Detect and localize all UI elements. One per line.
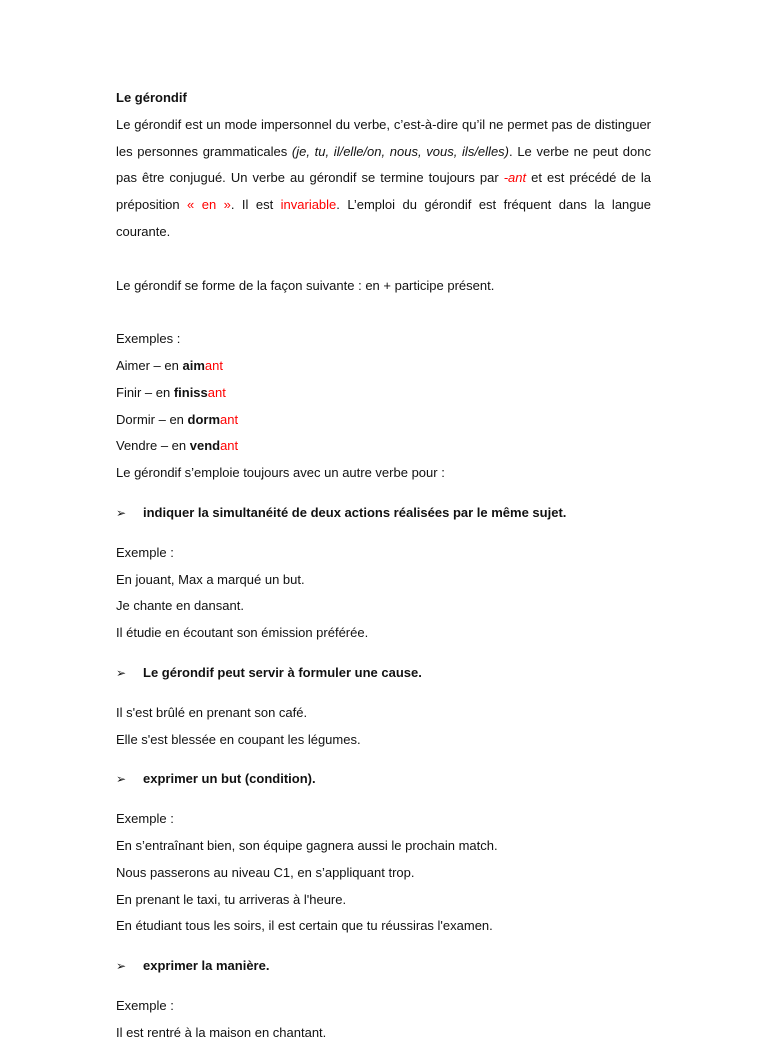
intro-text-5: . L’emploi du gérondif est fréquent dans la langue courante. <box>116 197 651 239</box>
document-page <box>116 85 651 1047</box>
examples-label: Exemples : <box>116 331 181 347</box>
example-label: Exemple : <box>116 811 174 827</box>
spacer <box>116 299 651 326</box>
bullet-heading-text: indiquer la simultanéité de deux actions réalisées par le même sujet. <box>143 504 567 520</box>
persons-list: (je, tu, il/elle/on, nous, vous, ils/elles) <box>291 143 510 159</box>
invariable-word: invariable <box>280 197 337 213</box>
example-sentence: En s’entraînant bien, son équipe gagnera aussi le prochain match. <box>116 837 498 853</box>
example-sentence: Je chante en dansant. <box>116 598 244 614</box>
example-sentence: Elle s'est blessée en coupant les légumes. <box>116 731 361 747</box>
conjugation-row <box>116 407 651 434</box>
conjugation-ending: ant <box>220 438 239 454</box>
document-title: Le gérondif <box>116 90 187 105</box>
conjugation-stem: vend <box>189 438 221 454</box>
bullet-heading-text: Le gérondif peut servir à formuler une cause. <box>143 664 422 680</box>
suffix-ant: -ant <box>503 170 527 186</box>
spacer <box>116 246 651 273</box>
bullet-heading-text: exprimer un but (condition). <box>143 771 316 787</box>
conjugation-list <box>116 353 651 460</box>
formation-rule: Le gérondif se forme de la façon suivante : en + participe présent. <box>116 277 495 293</box>
bullet-heading <box>116 766 651 793</box>
conjugation-infinitive: Finir – en <box>116 384 174 400</box>
usage-intro: Le gérondif s’emploie toujours avec un autre verbe pour : <box>116 465 445 481</box>
bullet-heading <box>116 500 651 527</box>
example-sentence: Il étudie en écoutant son émission préférée. <box>116 625 369 641</box>
example-label: Exemple : <box>116 544 174 560</box>
intro-text-4: . Il est <box>230 197 281 213</box>
conjugation-row <box>116 380 651 407</box>
example-sentence: En prenant le taxi, tu arriveras à l'heure. <box>116 891 347 907</box>
example-sentence: En jouant, Max a marqué un but. <box>116 571 305 587</box>
arrow-bullet-icon: ➢ <box>116 959 127 974</box>
arrow-bullet-icon: ➢ <box>116 772 127 787</box>
conjugation-row <box>116 353 651 380</box>
example-sentence: En étudiant tous les soirs, il est certain que tu réussiras l'examen. <box>116 918 493 934</box>
preposition-en: « en » <box>187 197 231 213</box>
example-sentence: Il s'est brûlé en prenant son café. <box>116 704 308 720</box>
intro-text-3: et est précédé de la préposition <box>116 170 651 213</box>
bullet-heading-text: exprimer la manière. <box>143 958 270 974</box>
conjugation-stem: aim <box>182 357 205 373</box>
example-sentence: Nous passerons au niveau C1, en s’appliquant trop. <box>116 864 415 880</box>
conjugation-stem: finiss <box>173 384 208 400</box>
conjugation-infinitive: Aimer – en <box>116 357 183 373</box>
intro-text-2: . Le verbe ne peut donc pas être conjugué. Un verbe au gérondif se termine toujours par <box>116 143 651 186</box>
arrow-bullet-icon: ➢ <box>116 665 127 680</box>
conjugation-stem: dorm <box>187 411 221 427</box>
conjugation-infinitive: Vendre – en <box>116 438 190 454</box>
conjugation-ending: ant <box>220 411 239 427</box>
intro-text-1: Le gérondif est un mode impersonnel du verbe, c’est-à-dire qu’il ne permet pas de distinguer les personnes grammaticales <box>116 116 651 159</box>
conjugation-ending: ant <box>207 384 226 400</box>
arrow-bullet-icon: ➢ <box>116 505 127 520</box>
example-sentence: Il est rentré à la maison en chantant. <box>116 1024 327 1040</box>
intro-paragraph <box>116 112 651 246</box>
conjugation-ending: ant <box>204 357 223 373</box>
example-label: Exemple : <box>116 997 174 1013</box>
bullet-heading <box>116 953 651 980</box>
bullet-heading <box>116 660 651 687</box>
conjugation-row <box>116 433 651 460</box>
conjugation-infinitive: Dormir – en <box>116 411 188 427</box>
